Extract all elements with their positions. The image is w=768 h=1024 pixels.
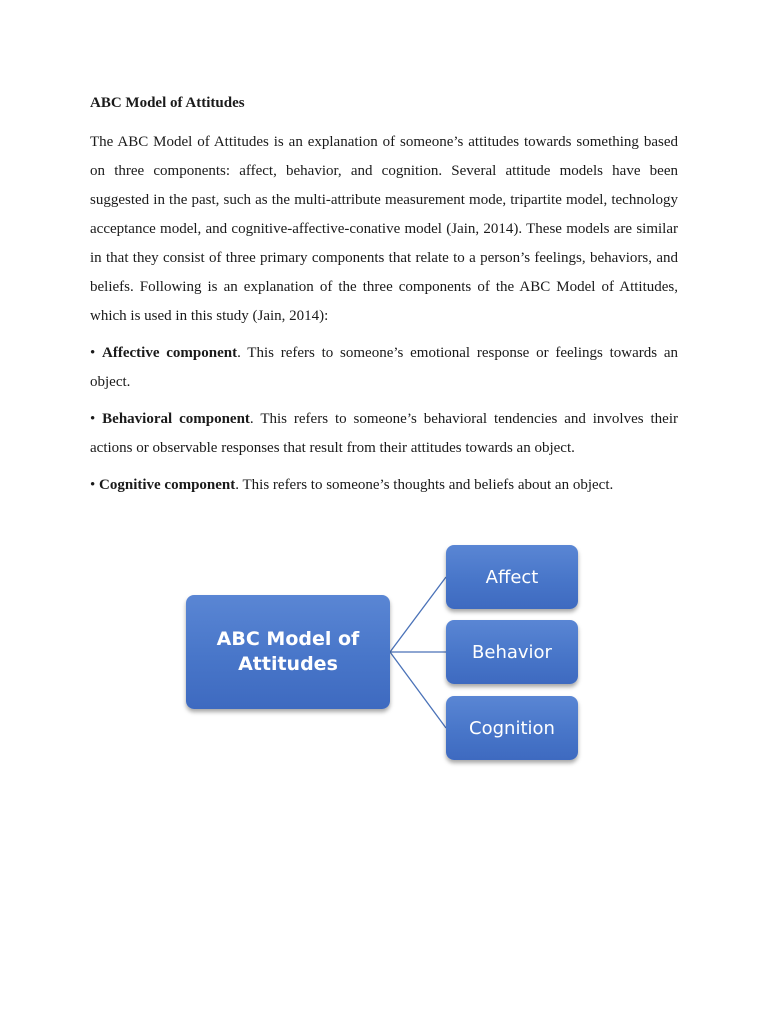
section-heading: ABC Model of Attitudes — [90, 95, 245, 111]
root-node-line2: Attitudes — [238, 653, 338, 675]
bullet-item-behavioral — [90, 405, 678, 463]
bullet-term: Behavioral component — [102, 411, 250, 427]
root-node-line1: ABC Model of — [216, 628, 360, 650]
node-cognition — [446, 696, 578, 760]
bullet-item-affective — [90, 339, 678, 397]
node-behavior-label: Behavior — [472, 641, 552, 663]
connector-cognition — [390, 652, 446, 728]
node-affect-label: Affect — [485, 566, 539, 588]
bullet-text: . This refers to someone’s emotional response or feelings towards an object. — [90, 345, 678, 390]
root-node — [186, 595, 390, 709]
bullet-term: Cognitive component — [99, 477, 236, 493]
bullet-marker: • — [90, 477, 100, 493]
bullet-term: Affective component — [102, 345, 238, 361]
connector-affect — [390, 577, 446, 652]
bullet-marker: • — [90, 411, 103, 427]
intro-paragraph: The ABC Model of Attitudes is an explanation of someone’s attitudes towards something based on three components: affect, behavior, and cognition. Several attitude models have been suggested in the past, such as the multi-attribute measurement mode, tripartite model, technology acceptance model, and cognitive-affective-conative model (Jain, 2014). These models are similar in that they consist of three primary components that relate to a person’s feelings, behaviors, and beliefs. Following is an explanation of the three components of the ABC Model of Attitudes, which is used in this study (Jain, 2014): — [90, 134, 678, 324]
bullet-text: . This refers to someone’s behavioral tendencies and involves their actions or observable responses that result from their attitudes towards an object. — [90, 411, 678, 456]
node-cognition-label: Cognition — [469, 717, 555, 739]
bullet-marker: • — [90, 345, 103, 361]
document-body — [90, 92, 678, 508]
abc-model-diagram — [180, 540, 590, 770]
node-affect — [446, 545, 578, 609]
bullet-text: . This refers to someone’s thoughts and beliefs about an object. — [235, 477, 614, 493]
bullet-item-cognitive — [90, 471, 678, 500]
node-behavior — [446, 620, 578, 684]
